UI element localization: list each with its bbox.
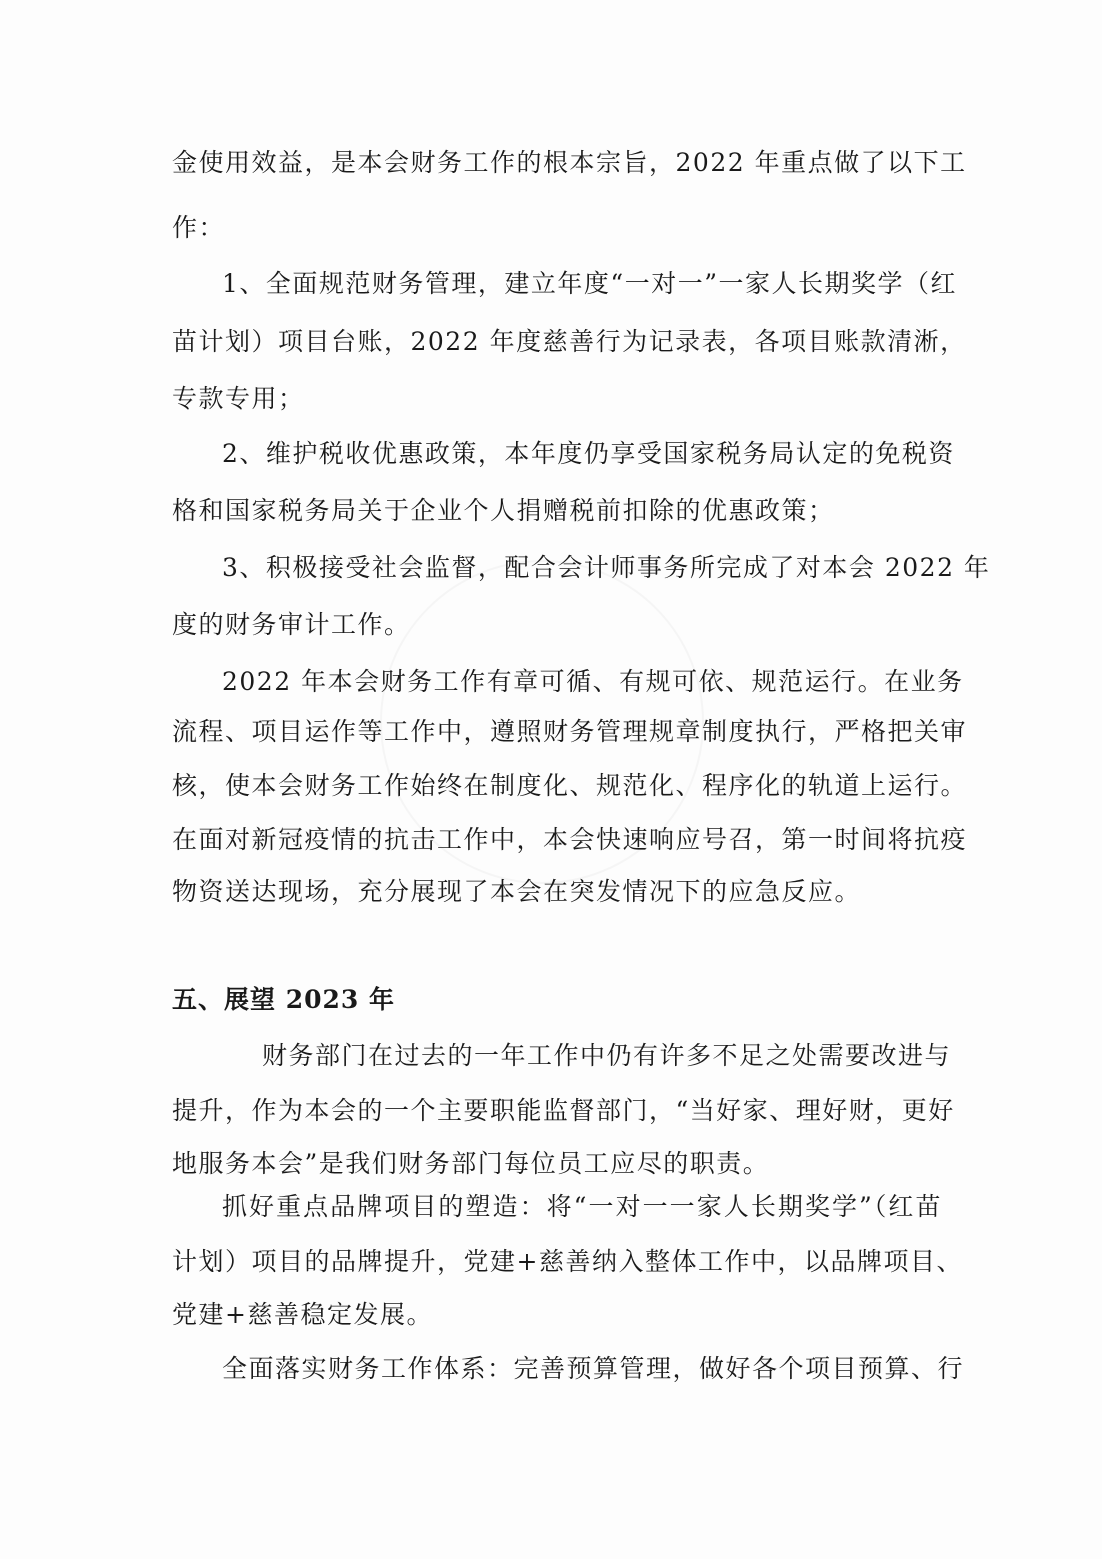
summary-line-2: 流程、项目运作等工作中，遵照财务管理规章制度执行，严格把关审 bbox=[172, 717, 968, 746]
intro-line-1: 金使用效益，是本会财务工作的根本宗旨，2022 年重点做了以下工 bbox=[172, 148, 967, 177]
outlook-line-1: 财务部门在过去的一年工作中仍有许多不足之处需要改进与 bbox=[262, 1041, 952, 1070]
item3-line-1: 3、积极接受社会监督，配合会计师事务所完成了对本会 2022 年 bbox=[222, 553, 991, 582]
item3-line-2: 度的财务审计工作。 bbox=[172, 610, 411, 639]
summary-line-1: 2022 年本会财务工作有章可循、有规可依、规范运行。在业务 bbox=[222, 667, 964, 696]
outlook-line-2: 提升，作为本会的一个主要职能监督部门，“当好家、理好财，更好 bbox=[172, 1096, 955, 1125]
intro-line-2: 作： bbox=[172, 213, 226, 242]
item1-line-2: 苗计划）项目台账，2022 年度慈善行为记录表，各项目账款清淅， bbox=[172, 327, 967, 356]
item1-line-1: 1、全面规范财务管理，建立年度“一对一”一家人长期奖学（红 bbox=[222, 269, 957, 298]
item2-line-1: 2、维护税收优惠政策，本年度仍享受国家税务局认定的免税资 bbox=[222, 439, 955, 468]
system-line-1: 全面落实财务工作体系：完善预算管理，做好各个项目预算、行 bbox=[222, 1354, 965, 1383]
item2-line-2: 格和国家税务局关于企业个人捐赠税前扣除的优惠政策； bbox=[172, 496, 835, 525]
summary-line-3: 核，使本会财务工作始终在制度化、规范化、程序化的轨道上运行。 bbox=[172, 771, 968, 800]
brand-line-2: 计划）项目的品牌提升，党建+慈善纳入整体工作中，以品牌项目、 bbox=[172, 1247, 963, 1276]
brand-line-1: 抓好重点品牌项目的塑造：将“一对一一家人长期奖学”（红苗 bbox=[222, 1192, 942, 1221]
summary-line-4: 在面对新冠疫情的抗击工作中，本会快速响应号召，第一时间将抗疫 bbox=[172, 825, 968, 854]
brand-line-3: 党建+慈善稳定发展。 bbox=[172, 1300, 433, 1329]
section-heading-outlook: 五、展望 2023 年 bbox=[172, 985, 395, 1014]
summary-line-5: 物资送达现场，充分展现了本会在突发情况下的应急反应。 bbox=[172, 877, 862, 906]
item1-line-3: 专款专用； bbox=[172, 384, 305, 413]
outlook-line-3: 地服务本会”是我们财务部门每位员工应尽的职责。 bbox=[172, 1149, 770, 1178]
